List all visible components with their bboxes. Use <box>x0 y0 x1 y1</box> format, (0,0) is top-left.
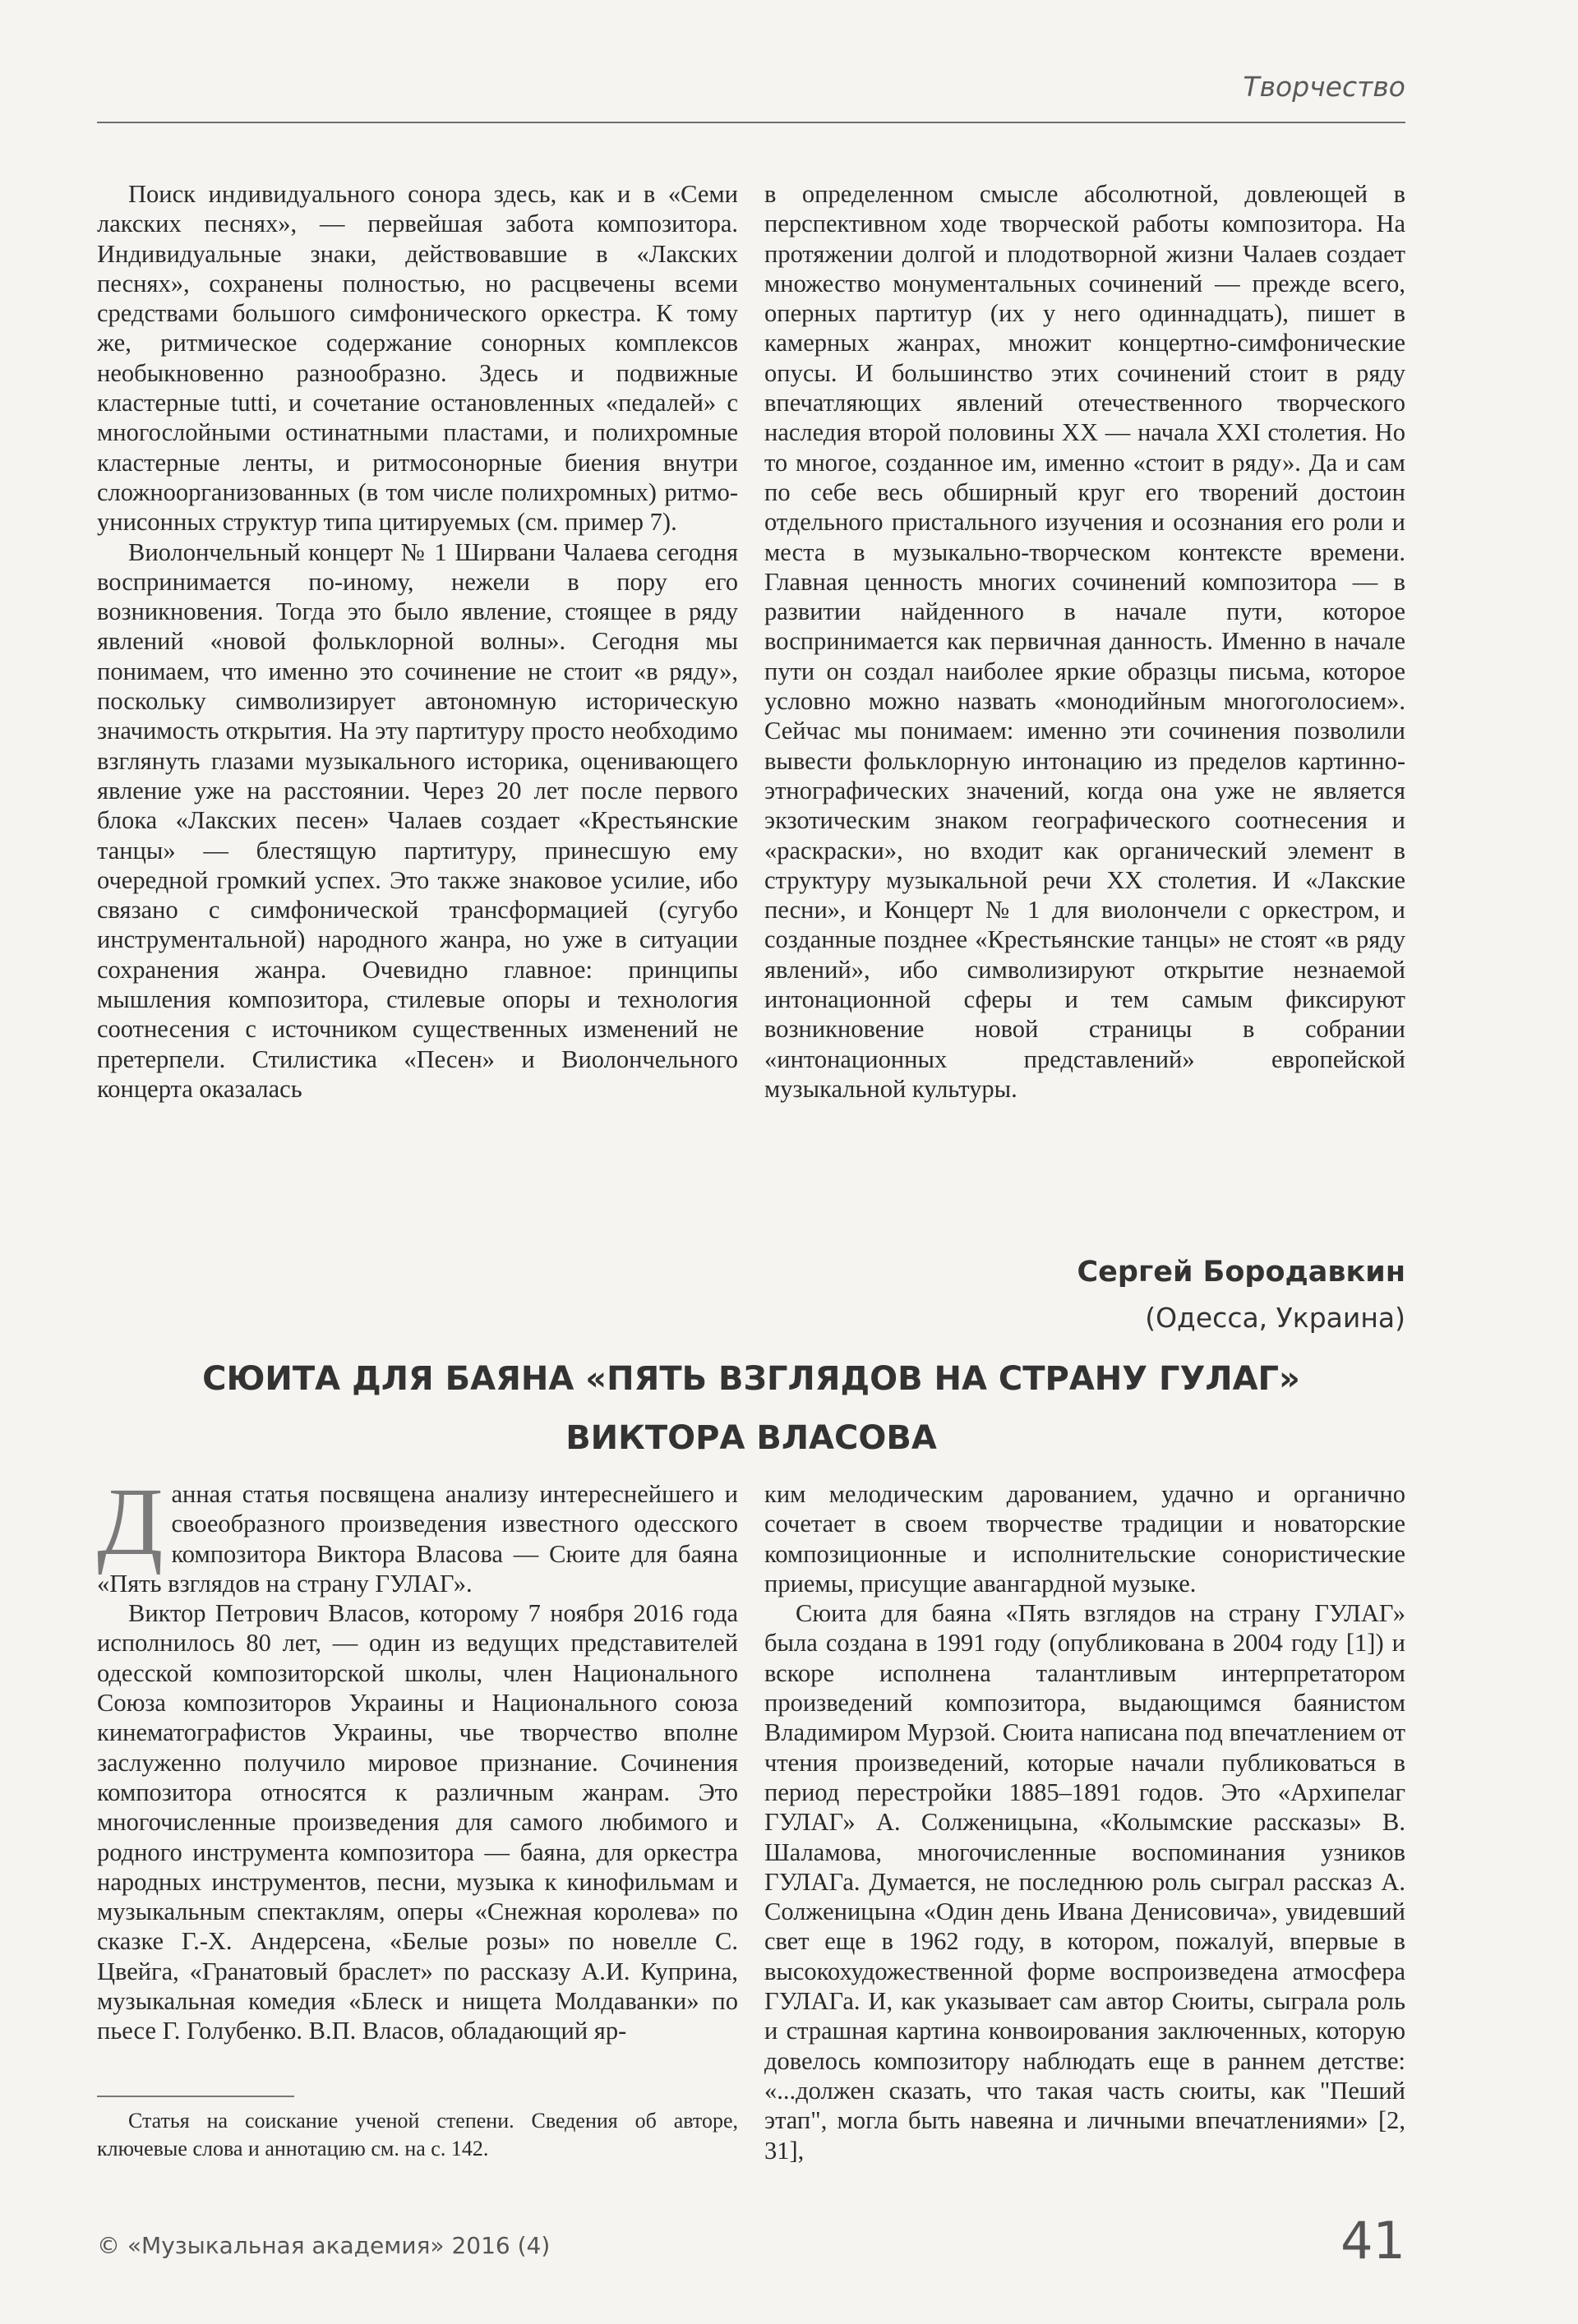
article2-column-right <box>764 1479 1405 2165</box>
paragraph: ким мелодическим дарованием, удачно и органично сочетает в своем творчестве традиции и новаторские композиционные и исполнительские сонористические приемы, присущие авангардной музыке. <box>764 1480 1405 1598</box>
page-number: 41 <box>1340 2211 1405 2271</box>
paragraph: Сюита для баяна «Пять взглядов на страну ГУЛАГ» была создана в 1991 году (опубликована в 2004 году [1]) и вскоре исполнена талантливым интерпретатором произведений композитора, выдающимся баянистом Владимиром Мурзой. Сюита написана под впечатлением от чтения произведений, которые начали публиковаться в период перестройки 1885–1891 годов. Это «Архипелаг ГУЛАГ» А. Солженицына, «Колымские рассказы» В. Шаламова, многочисленные воспоминания узников ГУЛАГа. Думается, не последнюю роль сыграл рассказ А. Солженицына «Один день Ивана Денисовича», увидевший свет еще в 1962 году, в котором, пожалуй, впервые в высокохудожественной форме воспроизведена атмосфера ГУЛАГа. И, как указывает сам автор Сюиты, сыграла роль и страшная картина конвоирования заключенных, которую довелось композитору наблюдать еще в раннем детстве: «...должен сказать, что такая часть сюиты, как "Пеший этап", могла быть навеяна и личными впечатлениями» [2, 31], <box>764 1599 1405 2165</box>
section-rubric: Творчество <box>1243 71 1405 103</box>
header-rule <box>97 122 1405 123</box>
title-line-1: СЮИТА ДЛЯ БАЯНА «ПЯТЬ ВЗГЛЯДОВ НА СТРАНУ ГУЛАГ» <box>202 1360 1300 1398</box>
article2-column-left <box>97 1468 738 2046</box>
article-title <box>97 1349 1405 1468</box>
lead-text: анная статья посвящена анализу интереснейшего и своеобразного произведения известного одесского композитора Виктора Власова — Сюите для баяна «Пять взглядов на страну ГУЛАГ». <box>97 1480 738 1598</box>
drop-cap: Д <box>97 1468 164 1575</box>
paragraph: в определенном смысле абсолютной, довлеющей в перспективном ходе творческой работы композитора. На протяжении долгой и плодотворной жизни Чалаев создает множество монументальных сочинений — прежде всего, оперных партитур (их у него одиннадцать), пишет в камерных жанрах, множит концертно-симфонические опусы. И большинство этих сочинений стоит в ряду впечатляющих явлений отечественного творческого наследия второй половины XX — начала XXI столетия. Но то многое, созданное им, именно «стоит в ряду». Да и сам по себе весь обширный круг его творений достоин отдельного пристального изучения и осознания его роли и места в музыкально-творческом контексте времени. Главная ценность многих сочинений композитора — в развитии найденного в начале пути, которое воспринимается как первичная данность. Именно в начале пути он создал наиболее яркие образцы письма, которое условно можно назвать «монодийным многоголосием». Сейчас мы понимаем: именно эти сочинения позволили вывести фольклорную интонацию из пределов картинно-этнографических значений, когда она уже не является экзотическим знаком географического соотнесения и «раскраски», но входит как органический элемент в структуру музыкальной речи XX столетия. И «Лакские песни», и Концерт № 1 для виолончели с оркестром, и созданные позднее «Крестьянские танцы» не стоят «в ряду явлений», ибо символизируют открытие незнаемой интонационной сферы и тем самым фиксируют возникновение новой страницы в собрании «интонационных представлений» европейской музыкальной культуры. <box>764 180 1405 1103</box>
title-line-2: ВИКТОРА ВЛАСОВА <box>565 1419 937 1457</box>
footnote: Статья на соискание ученой степени. Сведения об авторе, ключевые слова и аннотацию см. на с. 142. <box>97 2109 738 2160</box>
paragraph: Виолончельный концерт № 1 Ширвани Чалаева сегодня воспринимается по-иному, нежели в пору его возникновения. Тогда это было явление, стоящее в ряду явлений «новой фольклорной волны». Сегодня мы понимаем, что именно это сочинение не стоит «в ряду», поскольку символизирует автономную историческую значимость открытия. На эту партитуру просто необходимо взглянуть глазами музыкального историка, оценивающего явление уже на расстоянии. Через 20 лет после первого блока «Лакских песен» Чалаев создает «Крестьянские танцы» — блестящую партитуру, принесшую ему очередной громкий успех. Это также знаковое усилие, ибо связано с симфонической трансформацией (сугубо инструментальной) народного жанра, но уже в ситуации сохранения жанра. Очевидно главное: принципы мышления композитора, стилевые опоры и технология соотнесения с источником существенных изменений не претерпели. Стилистика «Песен» и Виолончельного концерта оказалась <box>97 537 738 1103</box>
footnote-rule <box>97 2096 294 2097</box>
author-affiliation: (Одесса, Украина) <box>1145 1302 1405 1334</box>
lead-paragraph <box>97 1468 738 1598</box>
copyright: © «Музыкальная академия» 2016 (4) <box>97 2232 551 2259</box>
article1-column-left <box>97 179 738 1104</box>
paragraph: Поиск индивидуального сонора здесь, как и в «Семи лакских песнях», — первейшая забота композитора. Индивидуальные знаки, действовавшие в «Лакских песнях», сохранены полностью, но расцвечены всеми средствами большого симфонического оркестра. К тому же, ритмическое содержание сонорных комплексов необыкновенно разнообразно. Здесь и подвижные кластерные tutti, и сочетание остановленных «педалей» с многослойными остинатными пластами, и полихромные кластерные ленты, и ритмосонорные биения внутри сложноорганизованных (в том числе полихромных) ритмо-унисонных структур типа цитируемых (см. пример 7). <box>97 180 738 537</box>
article1-column-right <box>764 179 1405 1104</box>
article-author: Сергей Бородавкин <box>1077 1256 1405 1289</box>
paragraph: Виктор Петрович Власов, которому 7 ноября 2016 года исполнилось 80 лет, — один из ведущих представителей одесской композиторской школы, член Национального Союза композиторов Украины и Национального союза кинематографистов Украины, чье творчество вполне заслуженно получило мировое признание. Сочинения композитора относятся к различным жанрам. Это многочисленные произведения для самого любимого и родного инструмента композитора — баяна, для оркестра народных инструментов, песни, музыка к кинофильмам и музыкальным спектаклям, оперы «Снежная королева» по сказке Г.-Х. Андерсена, «Белые розы» по новелле С. Цвейга, «Гранатовый браслет» по рассказу А.И. Куприна, музыкальная комедия «Блеск и нищета Молдаванки» по пьесе Г. Голубенко. В.П. Власов, обладающий яр- <box>97 1599 738 2045</box>
